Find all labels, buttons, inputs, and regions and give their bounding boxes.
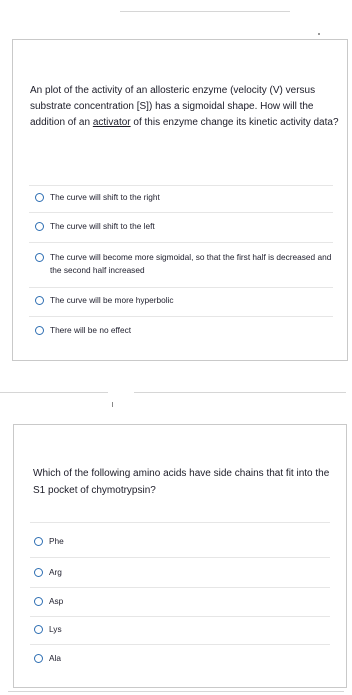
option-label: Phe [49,536,64,546]
radio-button[interactable] [34,654,43,663]
option-label: Asp [49,596,64,606]
top-rule [120,11,290,12]
answer-option[interactable] [34,623,234,636]
radio-button[interactable] [35,326,44,335]
answer-option[interactable] [34,595,234,608]
answer-option[interactable] [35,220,335,233]
divider-rule [134,392,346,393]
option-label: The curve will become more sigmoidal, so that the first half is decreased and the second half increased [50,252,332,275]
separator [29,212,333,213]
question-card-2 [13,424,347,688]
answer-option[interactable] [34,535,234,548]
option-label: Lys [49,624,62,634]
separator [30,616,330,617]
answer-option[interactable] [34,652,234,665]
separator [29,185,333,186]
radio-button[interactable] [35,253,44,262]
question-card-1 [12,39,348,361]
separator [30,644,330,645]
answer-option[interactable] [35,294,335,307]
separator [29,316,333,317]
answer-option[interactable] [35,191,335,204]
top-mark [318,33,320,35]
separator [30,587,330,588]
answer-option[interactable] [34,566,234,579]
question-1-text: An plot of the activity of an allosteric enzyme (velocity (V) versus substrate concentration [S]) has a sigmoidal shape. How will the addition of an activator of this enzyme change its kinetic activity data? [30,85,339,128]
radio-button[interactable] [34,625,43,634]
radio-button[interactable] [34,568,43,577]
radio-button[interactable] [34,537,43,546]
option-label: Ala [49,653,61,663]
question-2-text: Which of the following amino acids have side chains that fit into the S1 pocket of chymotrypsin? [33,468,330,496]
bottom-rule [8,691,344,692]
separator [29,287,333,288]
divider-tick [112,402,113,407]
radio-button[interactable] [35,296,44,305]
divider-rule [0,392,108,393]
option-label: The curve will shift to the right [50,192,160,202]
separator [29,242,333,243]
separator [30,557,330,558]
answer-option[interactable] [35,251,335,277]
activator-link[interactable]: activator [92,117,131,128]
separator [30,522,330,523]
option-label: There will be no effect [50,325,132,335]
answer-option[interactable] [35,324,335,337]
option-label: The curve will shift to the left [50,221,155,231]
radio-button[interactable] [35,222,44,231]
radio-button[interactable] [34,597,43,606]
radio-button[interactable] [35,193,44,202]
option-label: The curve will be more hyperbolic [50,295,174,305]
option-label: Arg [49,567,62,577]
